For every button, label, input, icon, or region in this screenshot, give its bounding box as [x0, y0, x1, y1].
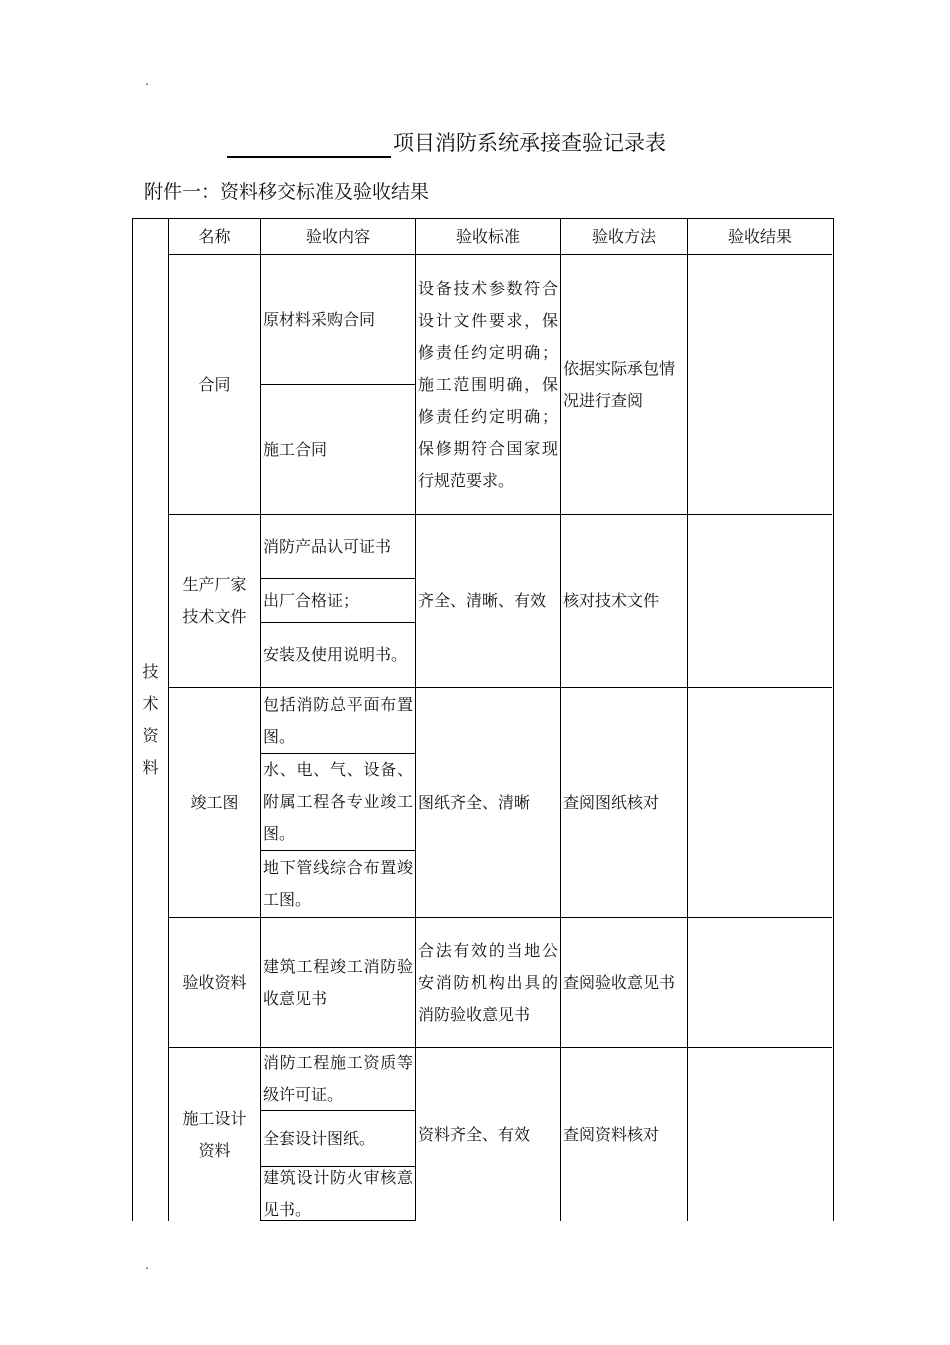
content-cell: 包括消防总平面布置图。	[263, 694, 413, 746]
header-standard: 验收标准	[455, 226, 520, 246]
standard-cell: 图纸齐全、清晰	[418, 792, 531, 812]
header-name: 名称	[198, 226, 231, 246]
group-name-cell: 竣工图	[190, 792, 239, 812]
result-cell[interactable]	[688, 918, 832, 1047]
header-result: 验收结果	[727, 226, 792, 246]
standard-cell: 资料齐全、有效	[418, 1124, 531, 1144]
content-cell: 地下管线综合布置竣工图。	[263, 858, 413, 909]
content-cell: 消防工程施工资质等级许可证。	[263, 1053, 413, 1104]
standard-cell: 齐全、清晰、有效	[418, 591, 547, 610]
result-cell[interactable]	[688, 688, 832, 917]
content-cell: 出厂合格证；	[263, 590, 360, 610]
method-cell: 查阅资料核对	[563, 1124, 660, 1144]
group-name-cell: 生产厂家技术文件	[182, 575, 247, 626]
method-cell: 查阅验收意见书	[563, 972, 676, 992]
method-cell: 依据实际承包情况进行查阅	[563, 358, 676, 410]
page-marker-dot: .	[145, 74, 149, 88]
content-divider	[261, 1220, 416, 1221]
content-cell: 建筑工程竣工消防验收意见书	[263, 956, 413, 1008]
result-cell[interactable]	[688, 1048, 832, 1221]
header-content: 验收内容	[305, 226, 370, 246]
group-name-cell: 合同	[198, 374, 231, 394]
result-cell[interactable]	[688, 515, 832, 687]
category-label: 技术资料	[142, 662, 159, 777]
project-name-blank	[227, 134, 391, 158]
page-marker-dot: .	[145, 1258, 149, 1272]
standard-cell: 合法有效的当地公安消防机构出具的消防验收意见书	[418, 940, 558, 1024]
group-name-cell: 施工设计资料	[182, 1108, 247, 1160]
content-cell: 原材料采购合同	[263, 309, 376, 329]
acceptance-table	[132, 218, 834, 1221]
group-name-cell: 验收资料	[182, 972, 247, 992]
content-cell: 水、电、气、设备、附属工程各专业竣工图。	[263, 760, 413, 843]
content-cell: 施工合同	[263, 439, 328, 459]
method-cell: 查阅图纸核对	[563, 792, 660, 812]
content-cell: 消防产品认可证书	[263, 536, 392, 556]
content-cell: 建筑设计防火审核意见书。	[263, 1167, 413, 1219]
content-cell: 全套设计图纸。	[263, 1128, 376, 1148]
method-cell: 核对技术文件	[563, 591, 660, 610]
result-cell[interactable]	[688, 255, 832, 514]
header-method: 验收方法	[591, 226, 656, 246]
page-title	[227, 128, 666, 158]
standard-cell: 设备技术参数符合设计文件要求，保修责任约定明确；施工范围明确，保修责任约定明确；保修期符合国家现行规范要求。	[418, 278, 558, 490]
content-cell: 安装及使用说明书。	[263, 645, 408, 664]
attachment-subtitle: 附件一：资料移交标准及验收结果	[144, 181, 430, 203]
category-cell	[133, 219, 168, 1221]
page-title-text: 项目消防系统承接查验记录表	[393, 131, 666, 155]
